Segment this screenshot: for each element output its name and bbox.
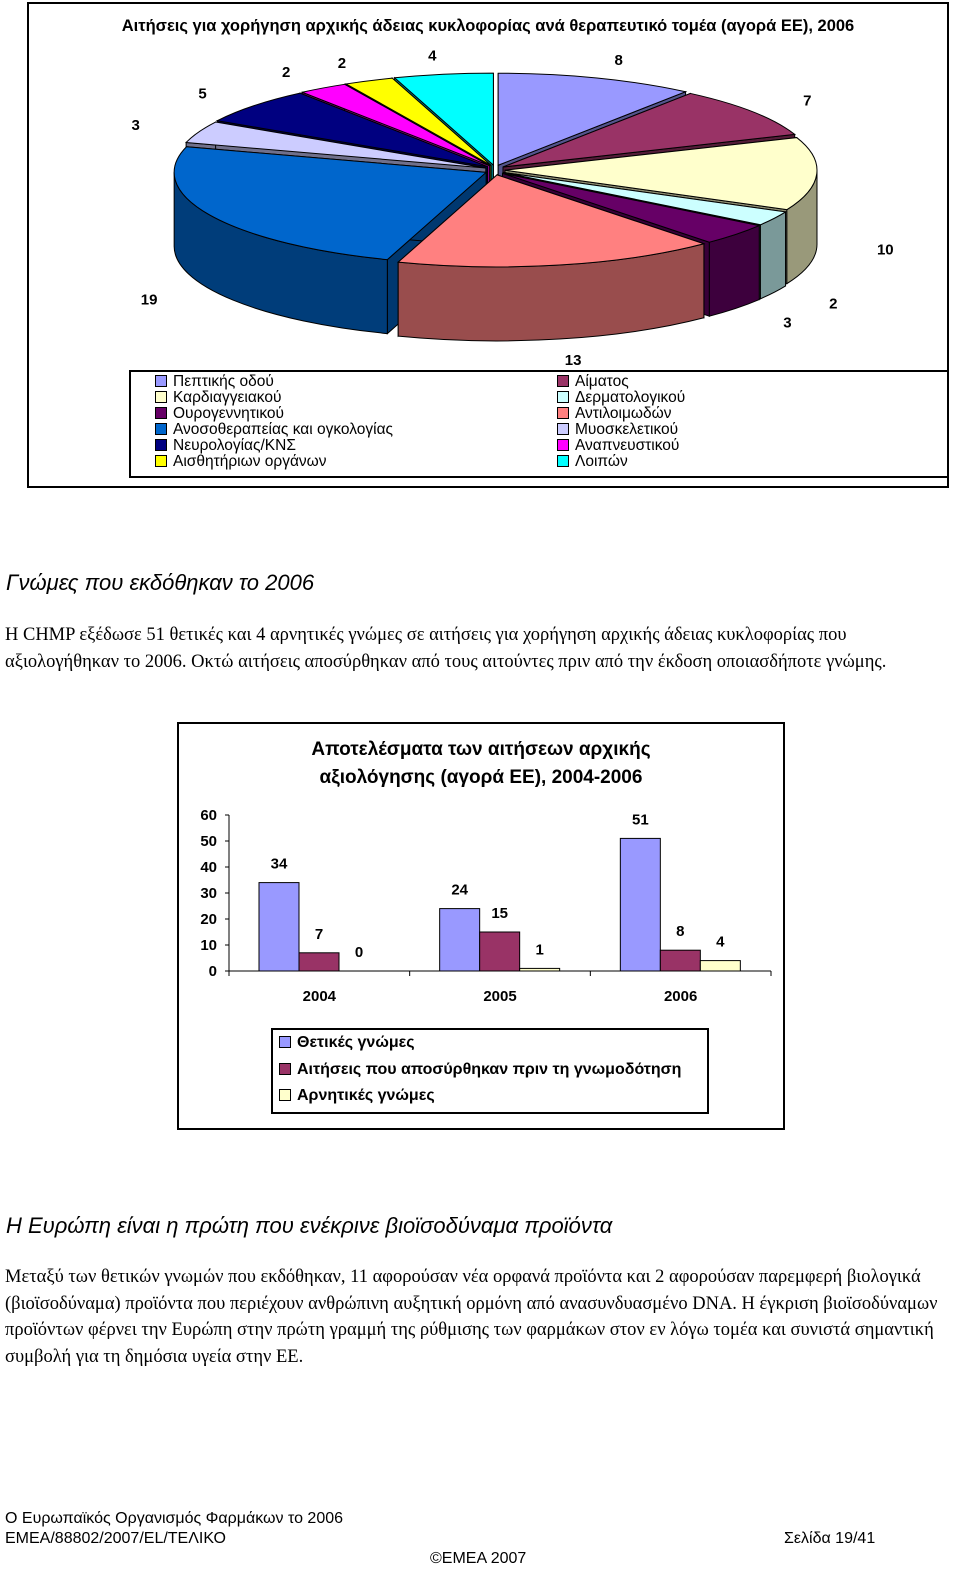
- pie-legend-item: [155, 406, 393, 422]
- section-heading-opinions: Γνώμες που εκδόθηκαν το 2006: [6, 570, 315, 595]
- legend-swatch: [557, 423, 569, 435]
- legend-swatch: [155, 391, 167, 403]
- bar: [520, 968, 560, 971]
- pie-legend-item: [155, 390, 393, 406]
- legend-swatch: [155, 439, 167, 451]
- y-tick-label: 10: [200, 937, 217, 954]
- legend-swatch: [279, 1036, 291, 1048]
- bar-chart-title-line2: αξιολόγησης (αγορά ΕΕ), 2004-2006: [319, 767, 643, 788]
- bar: [259, 883, 299, 971]
- pie-legend-label: Αίματος: [575, 373, 629, 390]
- pie-slice-label: 2: [337, 55, 347, 73]
- pie-legend-left-column: [155, 374, 393, 470]
- legend-swatch: [557, 439, 569, 451]
- y-tick-label: 30: [200, 885, 217, 902]
- legend-swatch: [155, 407, 167, 419]
- bar-legend-label: Θετικές γνώμες: [297, 1034, 415, 1051]
- bar-value-label: 7: [314, 925, 324, 943]
- y-tick-label: 60: [200, 807, 217, 824]
- pie-legend-item: [155, 454, 393, 470]
- pie-legend: [129, 370, 949, 478]
- pie-legend-label: Νευρολογίας/ΚΝΣ: [173, 437, 296, 454]
- pie-slice-label: 3: [131, 117, 140, 135]
- footer-page-number: Σελίδα 19/41: [784, 1530, 876, 1547]
- pie-slice-label: 5: [198, 85, 207, 103]
- pie-legend-label: Μυοσκελετικού: [575, 421, 679, 438]
- x-category-label: 2006: [663, 988, 698, 1005]
- legend-swatch: [557, 455, 569, 467]
- pie-legend-label: Δερματολογικού: [575, 389, 686, 406]
- pie-legend-label: Ουρογεννητικού: [173, 405, 284, 422]
- pie-slice-label: 3: [783, 314, 792, 332]
- pie-chart: [27, 2, 949, 488]
- bar-legend-label: Αρνητικές γνώμες: [297, 1087, 435, 1104]
- pie-legend-label: Αισθητήριων οργάνων: [173, 453, 327, 470]
- bar-chart: [177, 722, 785, 1130]
- legend-swatch: [557, 407, 569, 419]
- pie-legend-item: [155, 422, 393, 438]
- legend-swatch: [155, 423, 167, 435]
- legend-swatch: [155, 455, 167, 467]
- pie-legend-right-column: [557, 374, 685, 470]
- legend-swatch: [155, 375, 167, 387]
- pie-slice-label: 2: [829, 295, 838, 313]
- pie-legend-item: [155, 374, 393, 390]
- paragraph-biosimilars: Μεταξύ των θετικών γνωμών που εκδόθηκαν, 11 αφορούσαν νέα ορφανά προϊόντα και 2 αφορούσαν παρεμφερή βιολογικά (βιοϊσοδύναμα) προϊόντα που περιέχουν ανθρώπινη αυξητική ορμόνη από ανασυνδυασμένο DNA. Η έγκριση βιοϊσοδύναμων προϊόντων φέρνει την Ευρώπη στην πρώτη γραμμή της ρύθμισης των φαρμάκων στον εν λόγω τομέα και συνιστά σημαντική συμβολή για τη δημόσια υγεία στην ΕΕ.: [5, 1267, 938, 1367]
- bar-legend-item: [273, 1083, 707, 1110]
- legend-swatch: [279, 1063, 291, 1075]
- pie-legend-item: [557, 438, 685, 454]
- pie-legend-label: Αναπνευστικού: [575, 437, 680, 454]
- pie-legend-label: Λοιπών: [575, 453, 628, 470]
- bar-legend-item: [273, 1057, 707, 1084]
- bar-legend-item: [273, 1030, 707, 1057]
- pie-legend-item: [557, 390, 685, 406]
- pie-legend-label: Ανοσοθεραπείας και ογκολογίας: [173, 421, 393, 438]
- bar: [620, 838, 660, 971]
- footer-ref: EMEA/88802/2007/EL/ΤΕΛΙΚΟ: [5, 1530, 226, 1547]
- bar-chart-title-line1: Αποτελέσματα των αιτήσεων αρχικής: [311, 739, 651, 760]
- bar-value-label: 1: [535, 941, 544, 959]
- bar: [440, 909, 480, 971]
- y-tick-label: 40: [200, 859, 217, 876]
- bar: [700, 961, 740, 971]
- bar-value-label: 4: [716, 933, 725, 951]
- y-tick-label: 50: [200, 833, 217, 850]
- bar-value-label: 34: [270, 855, 288, 873]
- pie-slice-label: 2: [282, 63, 291, 81]
- bar-value-label: 51: [631, 811, 649, 829]
- pie-legend-label: Καρδιαγγειακού: [173, 389, 282, 406]
- pie-slice-label: 8: [614, 51, 623, 69]
- section-heading-biosimilars: Η Ευρώπη είναι η πρώτη που ενέκρινε βιοϊσοδύναμα προϊόντα: [6, 1213, 613, 1238]
- bar: [480, 932, 520, 971]
- bar: [660, 950, 700, 971]
- legend-swatch: [557, 375, 569, 387]
- pie-slice-label: 4: [428, 47, 437, 65]
- bar: [299, 953, 339, 971]
- legend-swatch: [279, 1089, 291, 1101]
- pie-legend-item: [155, 438, 393, 454]
- pie-legend-item: [557, 406, 685, 422]
- pie-chart-title: Αιτήσεις για χορήγηση αρχικής άδειας κυκλοφορίας ανά θεραπευτικό τομέα (αγορά ΕΕ), 2006: [121, 17, 855, 35]
- bar-legend-label: Αιτήσεις που αποσύρθηκαν πριν τη γνωμοδότηση: [297, 1060, 682, 1078]
- pie-slice-label: 7: [803, 92, 812, 110]
- bar-value-label: 0: [354, 944, 364, 961]
- bar-value-label: 24: [451, 881, 469, 899]
- pie-legend-item: [557, 454, 685, 470]
- paragraph-opinions: Η CHMP εξέδωσε 51 θετικές και 4 αρνητικές γνώμες σε αιτήσεις για χορήγηση αρχικής άδειας κυκλοφορίας που αξιολογήθηκαν το 2006. Οκτώ αιτήσεις αποσύρθηκαν από τους αιτούντες πριν από την έκδοση οποιασδήποτε γνώμης.: [5, 625, 887, 672]
- x-category-label: 2004: [302, 988, 337, 1005]
- pie-legend-item: [557, 374, 685, 390]
- y-tick-label: 20: [200, 911, 217, 928]
- footer-copyright: ©EMEA 2007: [430, 1550, 527, 1567]
- y-tick-label: 0: [208, 963, 217, 980]
- pie-slice-label: 10: [876, 241, 894, 259]
- bar-value-label: 15: [491, 905, 509, 922]
- pie-legend-item: [557, 422, 685, 438]
- bar-value-label: 8: [676, 923, 685, 941]
- bar-legend: [271, 1028, 709, 1114]
- legend-swatch: [557, 391, 569, 403]
- footer-org: Ο Ευρωπαϊκός Οργανισμός Φαρμάκων το 2006: [5, 1510, 344, 1527]
- pie-legend-label: Αντιλοιμωδών: [575, 405, 672, 422]
- pie-slice-label: 13: [564, 351, 582, 369]
- pie-slice-label: 19: [140, 291, 158, 309]
- pie-legend-label: Πεπτικής οδού: [173, 373, 274, 390]
- x-category-label: 2005: [483, 988, 517, 1005]
